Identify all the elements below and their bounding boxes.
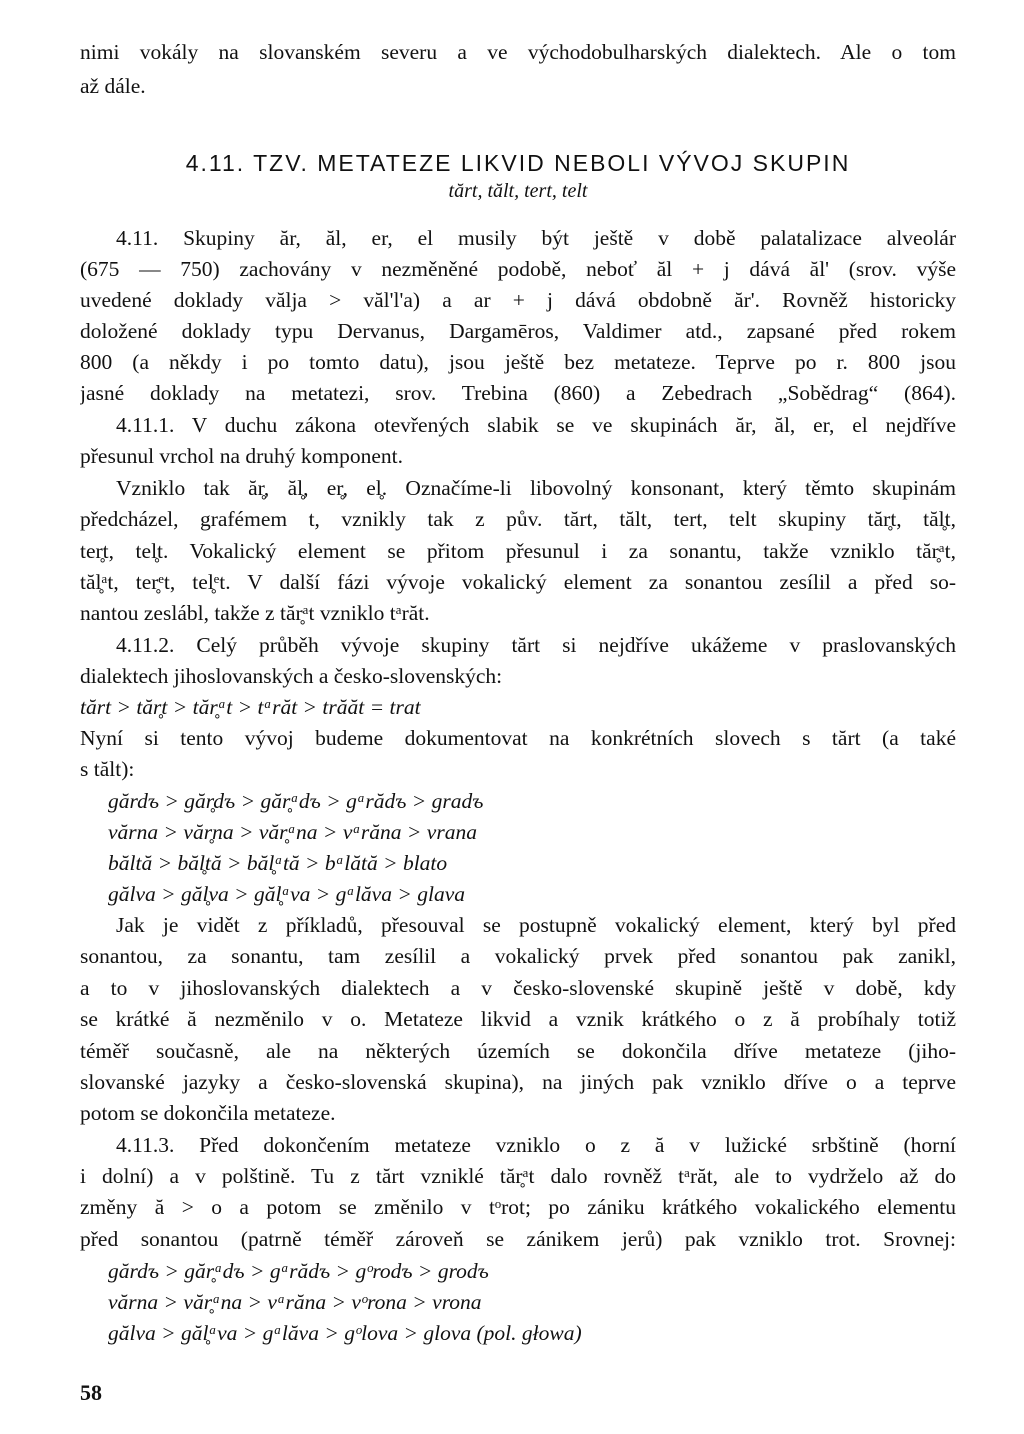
example-line: vărna > văr̥na > văr̥ᵃna > vᵃrăna > vrana [108,820,477,844]
text-line: se krátké ă nezměnilo v o. Metateze likvid a vznik krátkého o z ă probíhaly totiž [80,1007,956,1031]
text-line: 4.11.3. Před dokončením metateze vzniklo o z ă v lužické srbštině (horní [116,1133,956,1157]
text-line: Vzniklo tak ăr̥, ăl̥, er̥, el̥. Označíme-li libovolný konsonant, který těmto skupinám [116,476,956,500]
text-line: 4.11.2. Celý průběh vývoje skupiny tărt si nejdříve ukážeme v praslovanských [116,633,956,657]
text-line: doložené doklady typu Dervanus, Dargamēros, Valdimer atd., zapsané před rokem [80,319,956,343]
text-line: nantou zeslábl, takže z tăr̥ᵃt vzniklo tᵃrăt. [80,601,430,625]
text-line: (675 — 750) zachovány v nezměněné podobě, neboť ăl + j dává ăl' (srov. výše [80,257,956,281]
example-line: vărna > văr̥ᵃna > vᵃrăna > vᵒrona > vrona [108,1290,482,1314]
text-line: tăl̥ᵃt, ter̥ᵉt, tel̥ᵉt. V další fázi vývoje vokalický element za sonantou zesílil a před so- [80,570,956,594]
text-line: až dále. [80,74,146,98]
example-line: gălva > găl̥ᵃva > gᵃlăva > gᵒlova > glova (pol. głowa) [108,1321,582,1345]
text-line: 4.11. Skupiny ăr, ăl, er, el musily být ještě v době palatalizace alveolár [116,226,956,250]
text-line: a to v jihoslovanských dialektech a v česko-slovenské skupině ještě v době, kdy [80,976,956,1000]
text-line: ter̥t, tel̥t. Vokalický element se přitom přesunul i za sonantu, takže vzniklo tăr̥ᵃt, [80,539,956,563]
example-line: gărdъ > găr̥ᵃdъ > gᵃrădъ > gᵒrodъ > grodъ [108,1259,489,1283]
formula-line: tărt > tăr̥t > tăr̥ᵃt > tᵃrăt > trăăt = trat [80,695,421,719]
example-line: gărdъ > găr̥dъ > găr̥ᵃdъ > gᵃrădъ > gradъ [108,789,484,813]
text-line: před sonantou (patrně téměř zároveň se zánikem jerů) pak vzniklo trot. Srovnej: [80,1227,956,1251]
text-line: Nyní si tento vývoj budeme dokumentovat na konkrétních slovech s tărt (a také [80,726,956,750]
text-line: s tălt): [80,757,135,781]
example-line: băltă > băl̥tă > băl̥ᵃtă > bᵃlătă > blato [108,851,448,875]
text-line: 4.11.1. V duchu zákona otevřených slabik se ve skupinách ăr, ăl, er, el nejdříve [116,413,956,437]
text-line: předcházel, grafémem t, vznikly tak z pův. tărt, tălt, tert, telt skupiny tăr̥t, tăl̥t, [80,507,956,531]
text-line: 800 (a někdy i po tomto datu), jsou ještě bez metateze. Teprve po r. 800 jsou [80,350,956,374]
text-line: přesunul vrchol na druhý komponent. [80,444,404,468]
section-title: 4.11. TZV. METATEZE LIKVID NEBOLI VÝVOJ SKUPIN [185,150,851,176]
text-line: potom se dokončila metateze. [80,1101,336,1125]
section-subtitle: tărt, tălt, tert, telt [448,180,588,202]
text-line: téměř současně, ale na některých územích se dokončila dříve metateze (jiho- [80,1039,956,1063]
text-line: sonantou, za sonantu, tam zesílil a vokalický prvek před sonantou pak zanikl, [80,944,956,968]
text-line: slovanské jazyky a česko-slovenská skupina), na jiných pak vzniklo dříve o a teprve [80,1070,956,1094]
text-line: dialektech jihoslovanských a česko-slovenských: [80,664,503,688]
text-line: uvedené doklady vălja > văl'l'a) a ar + j dává obdobně ăr'. Rovněž historicky [80,288,956,312]
page-number: 58 [80,1380,102,1405]
text-line: nimi vokály na slovanském severu a ve východobulharských dialektech. Ale o tom [80,40,956,64]
text-line: změny ă > o a potom se změnilo v tᵒrot; po zániku krátkého vokalického elementu [80,1195,956,1219]
text-line: jasné doklady na metatezi, srov. Trebina (860) a Zebedrach „Sobědrag“ (864). [80,381,956,405]
example-line: gălva > găl̥va > găl̥ᵃva > gᵃlăva > glava [108,882,465,906]
text-line: Jak je vidět z příkladů, přesouval se postupně vokalický element, který byl před [116,913,956,937]
text-line: i dolní) a v polštině. Tu z tărt vzniklé tăr̥ᵃt dalo rovněž tᵃrăt, ale to vydrželo až do [80,1164,956,1188]
